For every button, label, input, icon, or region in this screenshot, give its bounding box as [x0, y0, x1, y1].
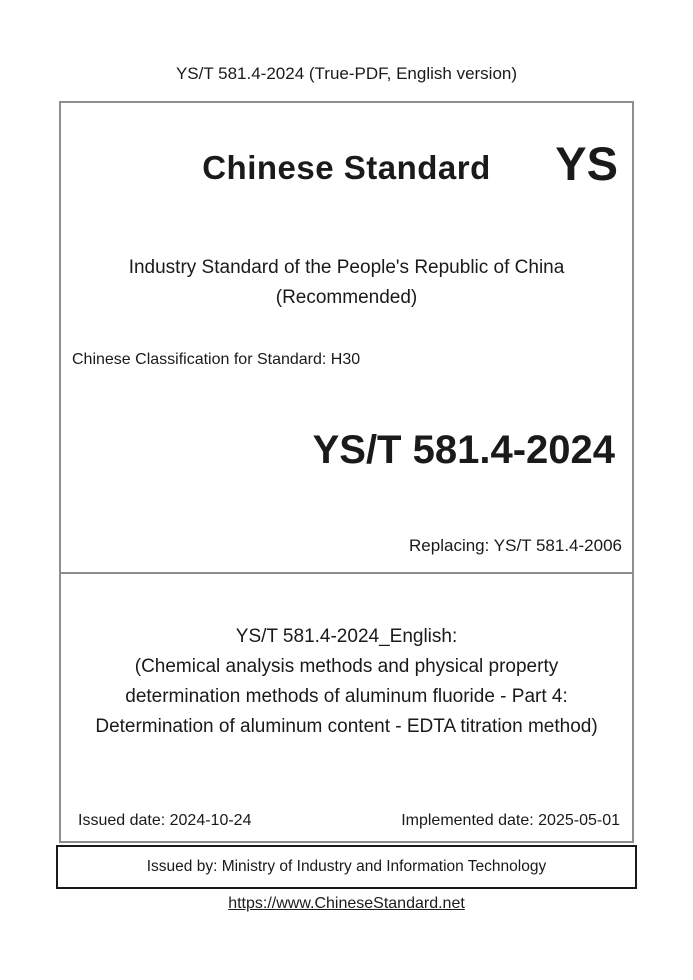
standard-title-line-4: Determination of aluminum content - EDTA titration method) — [95, 716, 598, 737]
standard-code: YS/T 581.4-2024 — [312, 428, 615, 472]
section-divider — [61, 572, 632, 574]
website-link[interactable]: https://www.ChineseStandard.net — [228, 895, 465, 912]
issued-date-label: Issued date: 2024-10-24 — [78, 812, 252, 829]
page-header-caption: YS/T 581.4-2024 (True-PDF, English version) — [175, 64, 518, 83]
dates-row — [78, 810, 620, 831]
cover-main-box — [59, 101, 634, 843]
standard-type-recommended: (Recommended) — [275, 287, 418, 308]
brand-logo-ys: YS — [555, 137, 618, 190]
standard-type-line: Industry Standard of the People's Republic of China — [128, 257, 565, 278]
issuer-label: Issued by: Ministry of Industry and Information Technology — [146, 858, 547, 875]
brand-title: Chinese Standard — [202, 149, 491, 186]
standard-title-line-1: YS/T 581.4-2024_English: — [235, 626, 458, 647]
replacing-note: Replacing: YS/T 581.4-2006 — [409, 536, 622, 555]
standard-title-line-2: (Chemical analysis methods and physical property — [134, 656, 559, 677]
standard-title-line-3: determination methods of aluminum fluoride - Part 4: — [125, 686, 568, 707]
footer-website — [0, 893, 693, 914]
issuer-box — [56, 845, 637, 889]
classification-label: Chinese Classification for Standard: H30 — [72, 351, 361, 368]
implemented-date-label: Implemented date: 2025-05-01 — [401, 812, 620, 829]
standard-type-block — [61, 253, 632, 313]
standard-title-block — [61, 622, 632, 742]
